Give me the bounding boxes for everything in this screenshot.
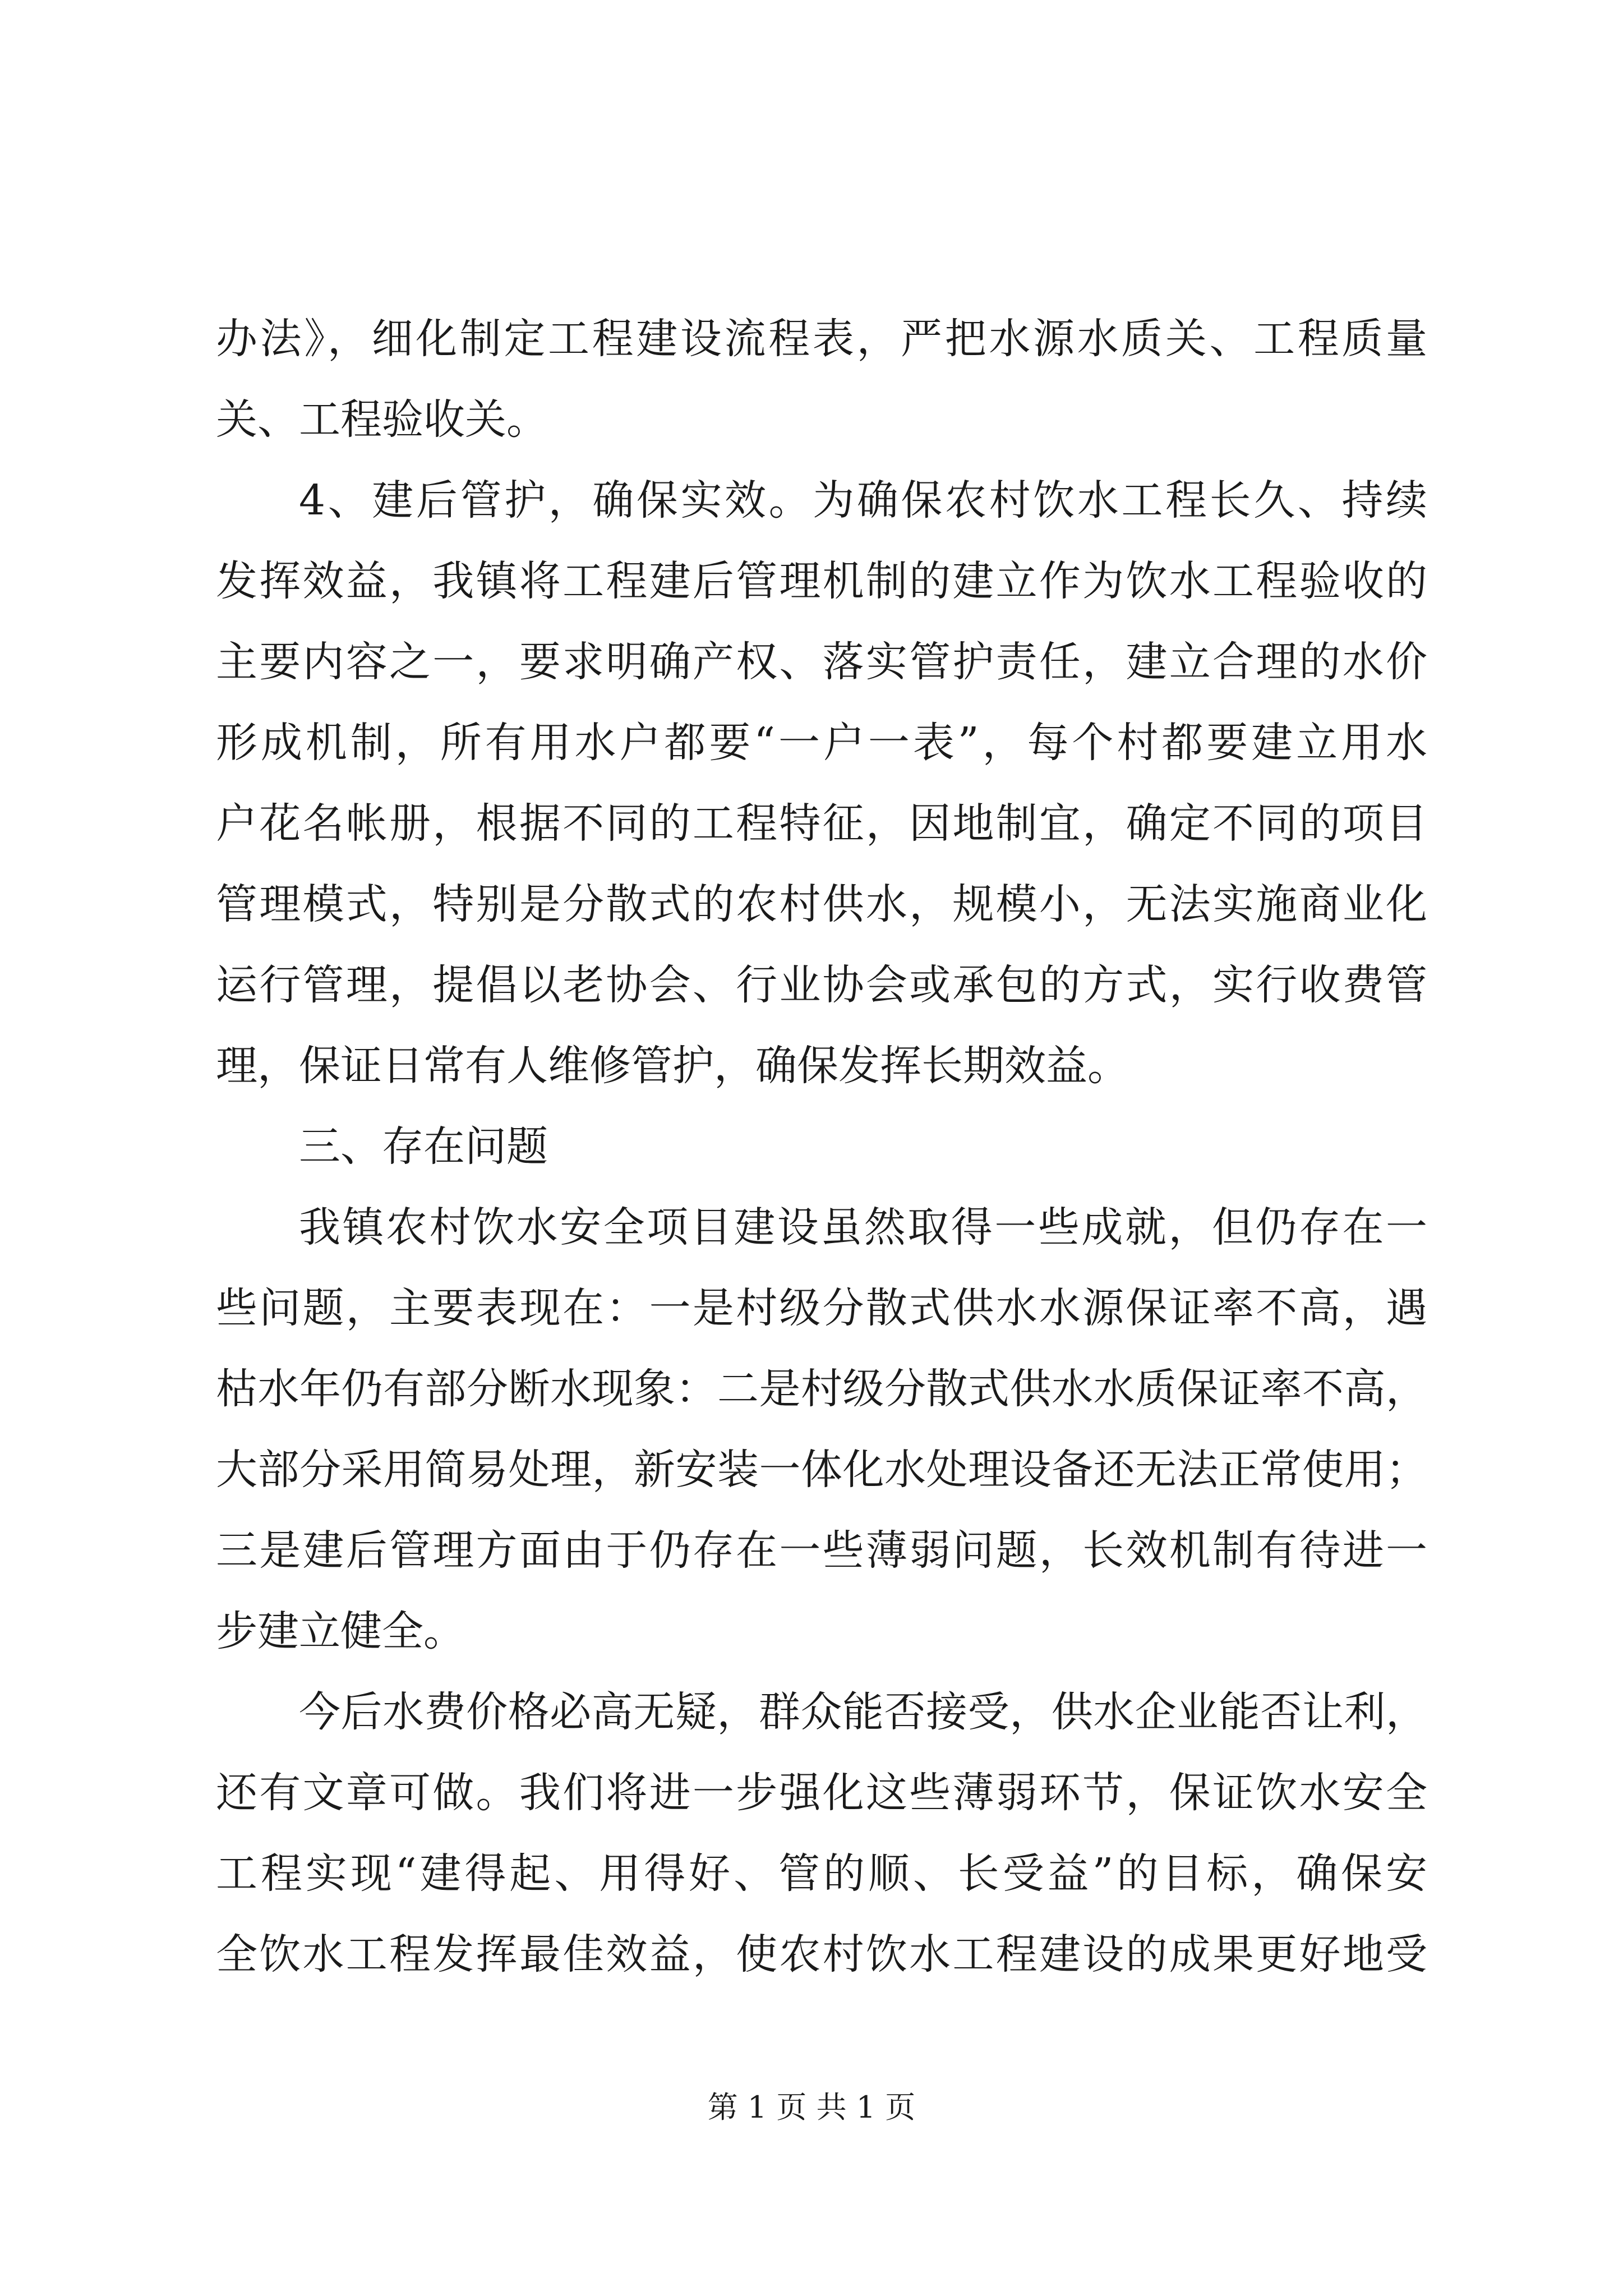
text-line: 工程实现“建得起、用得好、管的顺、长受益”的目标，确保安 [216, 1849, 1427, 1898]
section-heading: 三、存在问题 [299, 1122, 548, 1171]
text-line: 管理模式，特别是分散式的农村供水，规模小，无法实施商业化 [216, 880, 1427, 928]
text-line: 理，保证日常有人维修管护，确保发挥长期效益。 [216, 1042, 1129, 1090]
text-line: 还有文章可做。我们将进一步强化这些薄弱环节，保证饮水安全 [216, 1769, 1427, 1817]
text-line: 步建立健全。 [216, 1607, 465, 1655]
text-line: 4、建后管护，确保实效。为确保农村饮水工程长久、持续 [299, 476, 1427, 524]
text-line: 大部分采用简易处理，新安装一体化水处理设备还无法正常使用； [216, 1446, 1427, 1494]
text-line: 枯水年仍有部分断水现象：二是村级分散式供水水质保证率不高， [216, 1365, 1427, 1413]
text-line: 我镇农村饮水安全项目建设虽然取得一些成就，但仍存在一 [299, 1203, 1427, 1251]
text-line: 形成机制，所有用水户都要“一户一表”，每个村都要建立用水 [216, 719, 1427, 767]
text-line: 全饮水工程发挥最佳效益，使农村饮水工程建设的成果更好地受 [216, 1930, 1427, 1978]
text-line: 办法》，细化制定工程建设流程表，严把水源水质关、工程质量 [216, 315, 1427, 363]
text-line: 发挥效益，我镇将工程建后管理机制的建立作为饮水工程验收的 [216, 557, 1427, 605]
text-line: 些问题，主要表现在：一是村级分散式供水水源保证率不高，遇 [216, 1284, 1427, 1332]
text-line: 关、工程验收关。 [216, 395, 548, 444]
text-line: 今后水费价格必高无疑，群众能否接受，供水企业能否让利， [299, 1688, 1427, 1736]
text-line: 主要内容之一，要求明确产权、落实管护责任，建立合理的水价 [216, 638, 1427, 686]
page-footer: 第 1 页 共 1 页 [707, 2090, 916, 2125]
text-line: 运行管理，提倡以老协会、行业协会或承包的方式，实行收费管 [216, 961, 1427, 1009]
text-line: 户花名帐册，根据不同的工程特征，因地制宜，确定不同的项目 [216, 799, 1427, 848]
text-line: 三是建后管理方面由于仍存在一些薄弱问题，长效机制有待进一 [216, 1526, 1427, 1575]
